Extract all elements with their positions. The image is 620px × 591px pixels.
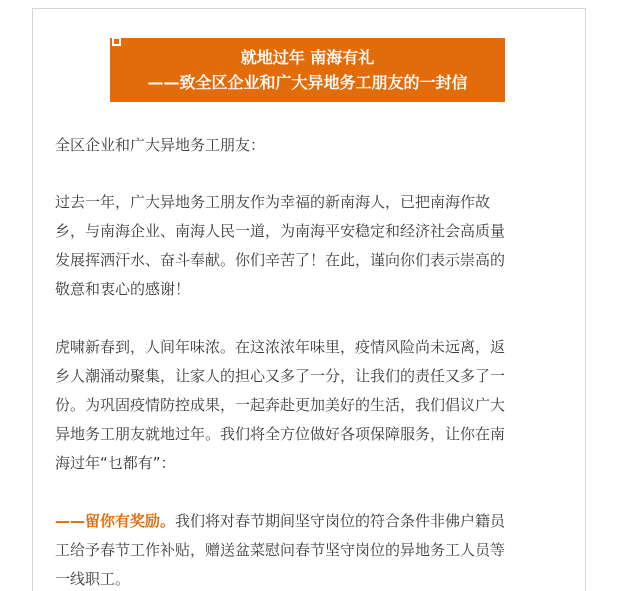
paragraph-line: 敬意和衷心的感谢！	[55, 280, 191, 298]
paragraph-line: 一线职工。	[55, 570, 131, 588]
paragraph-line: 海过年“乜都有”：	[55, 454, 176, 472]
reward-heading: ——留你有奖励。	[55, 512, 176, 530]
banner-title-line-2: ——致全区企业和广大异地务工朋友的一封信	[147, 73, 468, 92]
letter-paragraph-3	[55, 507, 575, 591]
paragraph-line: 过去一年，广大异地务工朋友作为幸福的新南海人，已把南海作故	[55, 193, 491, 211]
banner-title-line-1: 就地过年 南海有礼	[240, 48, 375, 67]
paragraph-line: 乡人潮涌动聚集，让家人的担心又多了一分，让我们的责任又多了一	[55, 367, 506, 385]
letter-greeting	[55, 131, 575, 160]
paragraph-line: 异地务工朋友就地过年。我们将全方位做好各项保障服务，让你在南	[55, 425, 506, 443]
paragraph-line: 发展挥洒汗水、奋斗奉献。你们辛苦了！在此，谨向你们表示崇高的	[55, 251, 506, 269]
paragraph-line: 份。为巩固疫情防控成果，一起奔赴更加美好的生活，我们倡议广大	[55, 396, 506, 414]
greeting-text: 全区企业和广大异地务工朋友：	[55, 136, 266, 154]
paragraph-line: 工给予春节工作补贴，赠送盆菜慰问春节坚守岗位的异地务工人员等	[55, 541, 506, 559]
paragraph-line	[55, 507, 575, 536]
paragraph-line: 虎啸新春到，人间年味浓。在这浓浓年味里，疫情风险尚未远离，返	[55, 338, 506, 356]
title-banner	[110, 38, 505, 102]
letter-paragraph-2	[55, 333, 575, 478]
paragraph-line: 乡，与南海企业、南海人民一道，为南海平安稳定和经济社会高质量	[55, 222, 506, 240]
banner-corner-decoration	[112, 37, 121, 46]
paragraph-line-rest: 我们将对春节期间坚守岗位的符合条件非佛户籍员	[175, 512, 506, 530]
letter-paragraph-1	[55, 188, 575, 304]
